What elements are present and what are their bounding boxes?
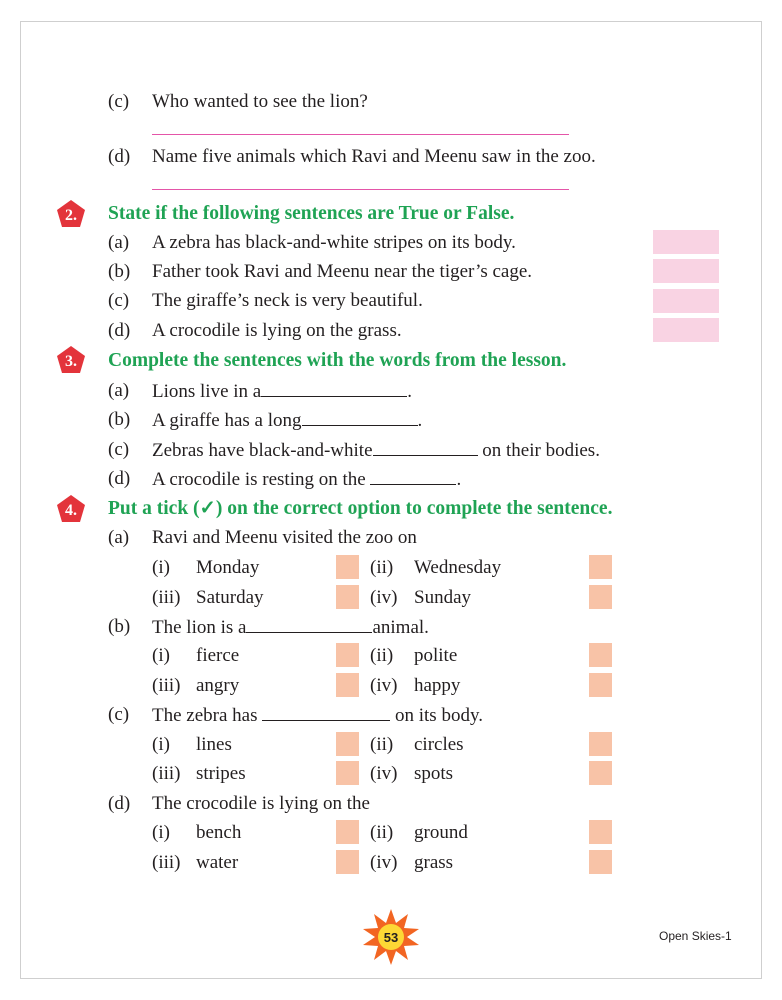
sentence-end: . bbox=[407, 381, 412, 402]
option-number: (i) bbox=[152, 645, 170, 666]
tick-box[interactable] bbox=[336, 732, 359, 756]
tick-box[interactable] bbox=[589, 555, 612, 579]
q3-sentence bbox=[152, 439, 600, 462]
sentence-start: A giraffe has a long bbox=[152, 410, 302, 431]
q1-item-label: (d) bbox=[108, 146, 131, 167]
option-number: (iv) bbox=[370, 587, 398, 608]
option-number: (ii) bbox=[370, 645, 394, 666]
option-text: bench bbox=[196, 822, 242, 843]
fill-blank[interactable] bbox=[373, 439, 478, 456]
option-text: happy bbox=[414, 675, 461, 696]
q1-item-label: (c) bbox=[108, 91, 130, 112]
page-number: 53 bbox=[383, 930, 399, 945]
tick-box[interactable] bbox=[336, 673, 359, 697]
option-text: circles bbox=[414, 734, 464, 755]
option-number: (iii) bbox=[152, 587, 181, 608]
sentence-end: on its body. bbox=[390, 705, 483, 726]
tick-box[interactable] bbox=[589, 761, 612, 785]
q2-item-label: (b) bbox=[108, 261, 131, 282]
page-number-star-icon bbox=[362, 909, 420, 965]
question-number-badge bbox=[56, 199, 86, 229]
option-text: Saturday bbox=[196, 587, 264, 608]
q4-item-label: (b) bbox=[108, 616, 131, 637]
fill-blank[interactable] bbox=[261, 380, 407, 397]
q4-heading: Put a tick (✓) on the correct option to complete the sentence. bbox=[108, 498, 613, 519]
option-text: lines bbox=[196, 734, 232, 755]
answer-line[interactable] bbox=[152, 189, 569, 190]
badge-number: 4. bbox=[65, 502, 77, 519]
q4-item-label: (a) bbox=[108, 527, 130, 548]
q2-item-label: (d) bbox=[108, 320, 131, 341]
q3-item-label: (c) bbox=[108, 439, 130, 460]
tick-box[interactable] bbox=[589, 585, 612, 609]
option-text: Sunday bbox=[414, 587, 471, 608]
q3-sentence bbox=[152, 380, 412, 403]
badge-number: 2. bbox=[65, 207, 77, 224]
option-number: (i) bbox=[152, 822, 170, 843]
q2-item-label: (c) bbox=[108, 290, 130, 311]
tick-box[interactable] bbox=[336, 555, 359, 579]
q3-sentence bbox=[152, 468, 461, 491]
question-number-badge bbox=[56, 494, 86, 524]
option-number: (ii) bbox=[370, 557, 394, 578]
option-text: water bbox=[196, 852, 239, 873]
q2-statement: Father took Ravi and Meenu near the tiger’s cage. bbox=[152, 261, 533, 282]
sentence-end: on their bodies. bbox=[477, 440, 600, 461]
true-false-box[interactable] bbox=[653, 230, 719, 254]
option-text: ground bbox=[414, 822, 468, 843]
option-text: polite bbox=[414, 645, 458, 666]
sentence-end: animal. bbox=[372, 617, 429, 638]
sentence-end: . bbox=[417, 410, 423, 431]
option-number: (i) bbox=[152, 734, 170, 755]
q3-item-label: (a) bbox=[108, 380, 130, 401]
q4-item-label: (c) bbox=[108, 704, 130, 725]
fill-blank[interactable] bbox=[246, 616, 372, 633]
tick-box[interactable] bbox=[589, 643, 612, 667]
q2-heading: State if the following sentences are True or False. bbox=[108, 203, 515, 224]
option-number: (iii) bbox=[152, 763, 181, 784]
fill-blank[interactable] bbox=[262, 704, 390, 721]
tick-box[interactable] bbox=[589, 820, 612, 844]
tick-box[interactable] bbox=[336, 643, 359, 667]
sentence-start: Zebras have black-and-white bbox=[152, 440, 373, 461]
q3-sentence bbox=[152, 409, 422, 432]
tick-box[interactable] bbox=[589, 850, 612, 874]
question-number-badge bbox=[56, 345, 86, 375]
q4-sentence bbox=[152, 704, 483, 727]
q1-question-text: Name five animals which Ravi and Meenu saw in the zoo. bbox=[152, 146, 596, 167]
q3-item-label: (d) bbox=[108, 468, 131, 489]
q2-statement: A zebra has black-and-white stripes on its body. bbox=[152, 232, 516, 253]
q4-sentence bbox=[152, 616, 429, 639]
true-false-box[interactable] bbox=[653, 318, 719, 342]
tick-box[interactable] bbox=[336, 850, 359, 874]
option-text: Wednesday bbox=[414, 557, 502, 578]
q1-question-text: Who wanted to see the lion? bbox=[152, 91, 368, 112]
option-text: angry bbox=[196, 675, 240, 696]
sentence-start: Lions live in a bbox=[152, 381, 262, 402]
q3-item-label: (b) bbox=[108, 409, 131, 430]
true-false-box[interactable] bbox=[653, 289, 719, 313]
sentence-start: The zebra has bbox=[152, 705, 263, 726]
q4-sentence: Ravi and Meenu visited the zoo on bbox=[152, 527, 417, 548]
sentence-start: The lion is a bbox=[152, 617, 247, 638]
tick-box[interactable] bbox=[589, 732, 612, 756]
tick-box[interactable] bbox=[336, 820, 359, 844]
sentence-end: . bbox=[456, 469, 462, 490]
q4-sentence: The crocodile is lying on the bbox=[152, 793, 370, 814]
option-number: (iii) bbox=[152, 852, 181, 873]
q2-statement: The giraffe’s neck is very beautiful. bbox=[152, 290, 423, 311]
answer-line[interactable] bbox=[152, 134, 569, 135]
tick-box[interactable] bbox=[336, 585, 359, 609]
fill-blank[interactable] bbox=[370, 468, 456, 485]
q4-item-label: (d) bbox=[108, 793, 131, 814]
option-number: (ii) bbox=[370, 734, 394, 755]
option-text: fierce bbox=[196, 645, 240, 666]
option-number: (iv) bbox=[370, 675, 398, 696]
fill-blank[interactable] bbox=[302, 409, 418, 426]
option-number: (ii) bbox=[370, 822, 394, 843]
option-text: Monday bbox=[196, 557, 260, 578]
q3-heading: Complete the sentences with the words from the lesson. bbox=[108, 350, 567, 371]
option-number: (iv) bbox=[370, 763, 398, 784]
book-title-footer: Open Skies-1 bbox=[659, 929, 732, 943]
sentence-start: A crocodile is resting on the bbox=[152, 469, 371, 490]
true-false-box[interactable] bbox=[653, 259, 719, 283]
option-text: grass bbox=[414, 852, 454, 873]
q2-item-label: (a) bbox=[108, 232, 130, 253]
option-text: stripes bbox=[196, 763, 246, 784]
tick-box[interactable] bbox=[589, 673, 612, 697]
option-number: (i) bbox=[152, 557, 170, 578]
option-text: spots bbox=[414, 763, 454, 784]
tick-box[interactable] bbox=[336, 761, 359, 785]
option-number: (iv) bbox=[370, 852, 398, 873]
q2-statement: A crocodile is lying on the grass. bbox=[152, 320, 402, 341]
option-number: (iii) bbox=[152, 675, 181, 696]
badge-number: 3. bbox=[65, 353, 77, 370]
